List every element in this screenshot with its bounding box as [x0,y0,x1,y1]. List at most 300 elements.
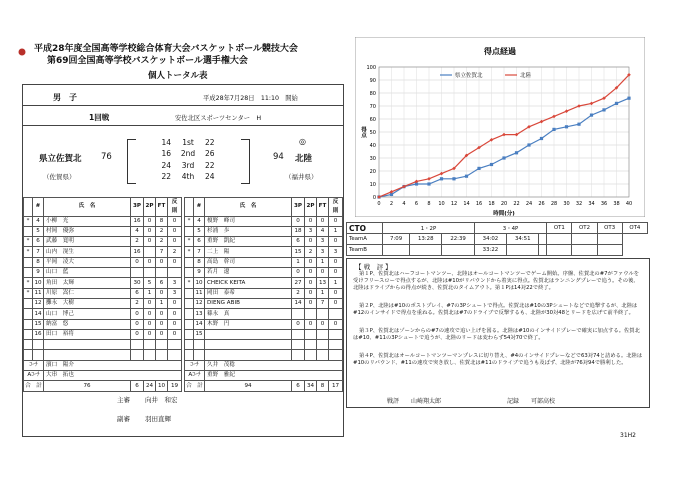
player-cell: 0 [292,216,305,226]
player-cell: 篠永 真 [205,309,292,319]
player-cell: 0 [144,309,156,319]
player-cell: 0 [168,309,182,319]
table-row [24,268,182,278]
player-cell: 3 [317,247,329,257]
box-header-cell: # [194,198,205,217]
table-row [185,350,343,360]
data-point [427,182,430,185]
player-cell: 16 [131,216,144,226]
player-cell: 小柳 光 [44,216,131,226]
player-cell: 2 [131,298,144,308]
player-cell: 攤永 大樹 [44,298,131,308]
table-row [185,298,343,308]
player-cell: 8 [33,257,44,267]
player-cell: 0 [329,237,343,247]
box-header-cell: 氏 名 [44,198,131,217]
player-cell: 3 [168,288,182,298]
x-tick-label: 28 [550,201,558,207]
player-cell: 0 [292,268,305,278]
table-row [185,278,343,288]
player-cell: * [24,237,33,247]
table-row [24,298,182,308]
y-tick-label: 10 [369,182,376,188]
player-cell [329,329,343,339]
player-cell: 2 [305,247,317,257]
round: 1回戦 [89,113,110,122]
player-cell [317,309,329,319]
y-tick-label: 30 [369,156,376,162]
player-cell [168,350,182,360]
player-cell: 0 [329,257,343,267]
player-cell [292,309,305,319]
player-cell: 3 [305,226,317,236]
player-cell: 0 [168,237,182,247]
player-cell: 2 [156,237,168,247]
player-cell: 0 [317,319,329,329]
player-cell [185,319,194,329]
player-cell [33,350,44,360]
player-cell [185,298,194,308]
division: 男 子 [53,93,77,102]
review-heading: 【 戦 評 】 [355,263,392,271]
record: 可部高校 [531,398,556,405]
player-cell: 0 [156,329,168,339]
x-tick-label: 38 [613,201,620,207]
period-row-2: 16 2nd 26 [161,149,215,159]
legend-entry: 北陸 [520,73,532,79]
box-score-home [23,197,182,392]
player-cell [156,340,168,350]
emblem-icon [18,41,26,49]
player-cell [305,309,317,319]
player-cell: 1 [329,226,343,236]
player-cell: * [24,278,33,288]
player-cell [168,268,182,278]
subtitle: 個人トータル表 [148,71,208,81]
player-cell [24,257,33,267]
player-cell: 12 [33,298,44,308]
title-line1: 平成28年度全国高等学校総合体育大会バスケットボール競技大会 [34,44,298,54]
player-cell: 0 [168,298,182,308]
table-row [185,309,343,319]
player-cell: 山口 博己 [44,309,131,319]
player-cell: 7 [156,247,168,257]
player-cell [185,350,194,360]
player-cell: 0 [305,319,317,329]
away-team-name: 北陸 [295,154,313,164]
box-header-cell: # [33,198,44,217]
player-cell: * [185,278,194,288]
player-cell [329,340,343,350]
box-header-cell: 氏 名 [205,198,292,217]
chart-svg [355,37,645,217]
player-cell [185,257,194,267]
player-cell [44,340,131,350]
player-cell: 0 [144,319,156,329]
cto-row: TeamB 33:22 [347,245,648,256]
x-tick-label: 2 [389,201,394,207]
x-tick-label: 34 [588,201,595,207]
x-tick-label: 26 [538,201,545,207]
x-tick-label: 10 [438,201,445,207]
coach-row: ｺｰﾁ 久井 茂稔 [185,360,343,370]
y-tick-label: 60 [369,117,376,123]
player-cell: 10 [33,278,44,288]
player-cell [131,340,144,350]
player-cell: 2 [292,288,305,298]
data-point [440,177,443,180]
y-tick-label: 70 [369,104,376,110]
player-cell: 30 [131,278,144,288]
player-cell: 0 [156,319,168,329]
player-cell: * [24,288,33,298]
data-point [527,143,530,146]
player-cell: 1 [317,288,329,298]
player-cell: 9 [33,268,44,278]
player-cell: * [185,247,194,257]
cto-row: TeamA 7:09 13:28 22:39 34:02 34:51 [347,234,648,245]
player-cell [24,319,33,329]
box-header-cell: 2P [305,198,317,217]
player-cell: 山内 滉生 [44,247,131,257]
player-cell [24,268,33,278]
player-cell: 5 [194,226,205,236]
player-cell [205,340,292,350]
period-row-4: 22 4th 24 [161,171,215,181]
player-cell: 0 [131,319,144,329]
player-cell [194,340,205,350]
table-row [185,237,343,247]
writer-label: 戦評 [387,398,400,405]
player-cell: 13 [317,278,329,288]
box-header-cell [24,198,33,217]
player-cell [185,268,194,278]
player-cell: 7 [317,298,329,308]
game-review [346,258,650,408]
player-cell: 0 [317,268,329,278]
player-cell [317,329,329,339]
review-p1: 第１P、佐賀北はハーフコートマンツー、北陸はオールコートマンツーでゲーム開始。序盤、佐賀北の#7がファウルを受けフリースローで得点するが、北陸は#10がリバウンドから着実に得点。佐賀北はランニングプレーで追う。その後、北陸はドライブからの得点が続き、佐賀北のタイムアウト。第１Pは14対22で終了。 [353,271,640,292]
y-tick-label: 50 [369,130,376,136]
player-cell: 6 [33,237,44,247]
data-point [602,108,605,111]
y-tick-label: 0 [372,195,376,201]
player-cell [185,309,194,319]
chief-referee-label: 主審 [117,396,130,404]
period-row-3: 24 3rd 22 [161,160,215,170]
box-header-cell: FT [156,198,168,217]
player-cell [292,329,305,339]
player-cell: 18 [292,226,305,236]
player-cell: 若月 遼 [205,268,292,278]
away-total: 94 [273,152,284,162]
player-cell: 0 [144,298,156,308]
box-header [24,198,182,217]
player-cell [185,340,194,350]
table-row [185,329,343,339]
player-cell [305,350,317,360]
table-row [185,257,343,267]
table-row [24,329,182,339]
player-cell [131,350,144,360]
player-cell: 0 [131,309,144,319]
player-cell: 7 [194,247,205,257]
x-tick-label: 20 [500,201,508,207]
player-cell [205,329,292,339]
player-cell: 0 [144,329,156,339]
player-cell: 山口 藍 [44,268,131,278]
player-cell: DIENG ABIB [205,298,292,308]
table-row [24,216,182,226]
player-cell: 1 [292,257,305,267]
player-cell: 0 [305,278,317,288]
total-row: 合 計 94 6 34 8 17 [185,381,343,391]
data-point [552,128,555,131]
x-tick-label: 32 [575,201,583,207]
player-cell [305,329,317,339]
table-row [24,288,182,298]
x-tick-label: 22 [513,201,520,207]
player-cell: 木野 円 [205,319,292,329]
player-cell: 9 [194,268,205,278]
player-cell [317,350,329,360]
data-point [465,175,468,178]
player-cell: 4 [33,216,44,226]
data-point [515,151,518,154]
player-cell [305,340,317,350]
player-cell: 杉浦 歩 [205,226,292,236]
player-cell: 0 [305,237,317,247]
player-cell: 14 [292,298,305,308]
table-row [24,247,182,257]
player-cell: 6 [131,288,144,298]
player-cell: 0 [329,288,343,298]
table-row [24,319,182,329]
data-point [490,163,493,166]
player-cell: 8 [194,257,205,267]
player-cell: 2 [156,226,168,236]
player-cell: 榎野 峰司 [205,216,292,226]
player-cell: 16 [33,329,44,339]
player-cell: 0 [168,226,182,236]
table-row [185,288,343,298]
y-tick-label: 100 [366,65,376,71]
review-p4: 第４P、佐賀北はオールコートマンツーマンプレスに切り替え、#4のインサイドプレーなどで63対74と詰める。北陸は#10のリバウンド、#11の速攻で突き放し、佐賀北は#11のドライブで追うも及ばず、北陸が76対94で勝利した。 [353,353,643,367]
table-row [185,226,343,236]
player-cell [24,226,33,236]
player-cell [156,350,168,360]
player-cell [24,340,33,350]
y-tick-label: 20 [369,169,376,175]
coach-row: Aｺｰﾁ 重野 雅紀 [185,371,343,381]
player-cell [292,340,305,350]
player-cell: CHEICK KEITA [205,278,292,288]
data-point [452,177,455,180]
x-tick-label: 6 [414,201,419,207]
y-axis-label: 得点 [360,126,366,138]
player-cell: 16 [131,247,144,257]
table-row [24,309,182,319]
table-row [24,278,182,288]
x-tick-label: 4 [402,201,406,207]
table-row [185,216,343,226]
table-row [185,319,343,329]
player-cell [144,340,156,350]
player-cell: 13 [194,309,205,319]
player-cell: 6 [194,237,205,247]
x-tick-label: 36 [600,201,608,207]
x-tick-label: 14 [463,201,470,207]
y-tick-label: 40 [369,143,376,149]
writer: 山崎翔太郎 [411,398,442,405]
page-id: 31H2 [620,432,636,439]
player-cell [329,350,343,360]
data-point [477,167,480,170]
player-cell: 高島 幹司 [205,257,292,267]
player-cell: 2 [131,237,144,247]
data-point [590,114,593,117]
player-cell [24,309,33,319]
player-cell: 1 [144,288,156,298]
player-cell: 0 [144,237,156,247]
table-row [24,237,182,247]
box-header-cell: FT [317,198,329,217]
player-cell [144,350,156,360]
player-cell: 0 [156,309,168,319]
box-header-cell: 反則 [168,198,182,217]
player-cell [156,268,168,278]
home-team-name: 県立佐賀北 [39,154,82,164]
player-cell: 7 [33,247,44,257]
coach-row: ｺｰﾁ 濱口 陽介 [24,360,182,370]
box-score-away [184,197,343,392]
table-row [24,350,182,360]
player-cell: 0 [329,268,343,278]
player-cell: 5 [144,278,156,288]
player-cell: 川原 嵩仁 [44,288,131,298]
player-cell [329,309,343,319]
player-cell: 平岡 凌大 [44,257,131,267]
player-cell: 0 [292,319,305,329]
y-tick-label: 80 [369,91,376,97]
player-cell: * [185,216,194,226]
home-team-pref: （佐賀県） [43,173,76,181]
box-header-cell: 反則 [329,198,343,217]
x-tick-label: 12 [450,201,458,207]
player-cell: 8 [156,216,168,226]
table-row [185,268,343,278]
player-cell: 6 [156,278,168,288]
review-p3: 第３P、佐賀北はゾーンからの#7の速攻で追い上げを図る。北陸は#10のインサイドプレーで確実に加点する。佐賀北は#10、#11の3Pシュートで追うが、北陸のリードは変わらず54対70で終了。 [353,328,640,342]
player-cell: 0 [329,216,343,226]
player-cell: 6 [292,237,305,247]
player-cell: 4 [131,226,144,236]
box-header-cell: 3P [292,198,305,217]
player-cell [144,247,156,257]
chief-referee: 向井 和宏 [145,396,178,404]
player-cell: 0 [144,216,156,226]
x-tick-label: 18 [488,201,495,207]
period-scores [133,137,243,182]
player-cell: 0 [305,298,317,308]
player-cell: 0 [168,329,182,339]
cto-table [346,222,648,256]
player-cell: 岡田 泰希 [205,288,292,298]
y-tick-label: 90 [369,78,376,84]
player-cell: * [24,216,33,226]
player-cell: 1 [317,257,329,267]
venue: 安佐北区スポーツセンター H [175,115,262,122]
player-cell [44,350,131,360]
date-time: 平成28年7月28日 11:10 開始 [203,95,298,102]
player-cell: 3 [168,278,182,288]
player-cell: 0 [317,216,329,226]
player-cell: 14 [194,319,205,329]
player-cell: 11 [33,288,44,298]
sub-referee: 羽田直輝 [145,415,171,423]
player-cell [24,329,33,339]
player-cell: 2 [168,247,182,257]
data-point [565,125,568,128]
record-label: 記録 [507,398,520,405]
data-point [627,97,630,100]
player-cell: 12 [194,298,205,308]
player-cell: 納富 悠 [44,319,131,329]
player-cell [205,350,292,360]
cto-header: CTO 1・2P 3・4P OT1 OT2 OT3 OT4 [347,223,648,234]
player-cell: 0 [305,216,317,226]
player-cell: 角田 太輝 [44,278,131,288]
period-row-1: 14 1st 22 [161,138,215,147]
player-cell [33,340,44,350]
player-cell [131,268,144,278]
title-line2: 第69回全国高等学校バスケットボール選手権大会 [47,56,248,66]
away-team-pref: （福井県） [285,173,318,181]
player-cell: 10 [194,278,205,288]
player-cell: 15 [292,247,305,257]
player-cell: 0 [144,226,156,236]
x-axis-label: 時間(分) [493,211,515,217]
player-cell: 0 [305,268,317,278]
player-cell: 11 [194,288,205,298]
box-header-cell: 3P [131,198,144,217]
player-cell [168,340,182,350]
player-cell: 武藤 寛明 [44,237,131,247]
player-cell: * [185,237,194,247]
coach-row: Aｺｰﾁ 大串 拓也 [24,371,182,381]
player-cell: 0 [329,298,343,308]
player-cell: 0 [305,257,317,267]
player-cell: 0 [168,257,182,267]
box-header-cell [185,198,194,217]
chart-title: 得点経過 [484,47,516,56]
player-cell [144,268,156,278]
player-cell: 0 [156,257,168,267]
x-tick-label: 30 [563,201,570,207]
player-cell: 0 [329,319,343,329]
player-cell [185,288,194,298]
x-tick-label: 40 [625,201,633,207]
box-header [185,198,343,217]
data-point [502,156,505,159]
player-cell [194,350,205,360]
player-cell: * [24,247,33,257]
player-cell: 田口 裕将 [44,329,131,339]
player-cell: 0 [131,329,144,339]
table-row [24,226,182,236]
sub-referee-label: 副審 [117,415,130,423]
player-cell: 0 [131,257,144,267]
